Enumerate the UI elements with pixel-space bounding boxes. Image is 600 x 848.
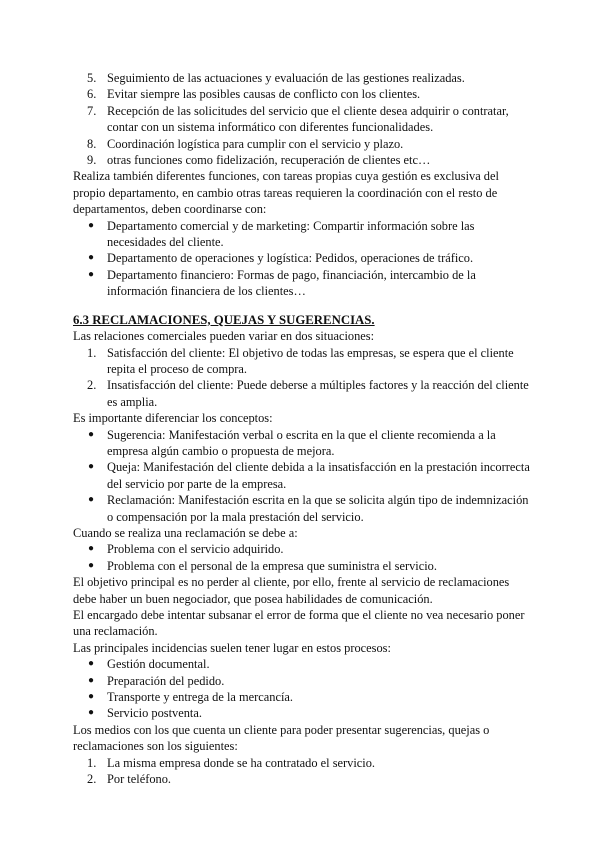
bullet-list-causes <box>73 541 533 574</box>
list-item-text: Queja: Manifestación del cliente debida a la insatisfacción en la prestación incorrecta del servicio por parte de la empresa. <box>107 460 530 491</box>
list-item <box>73 267 533 300</box>
bullet-icon: ● <box>88 219 95 231</box>
list-item-text: Insatisfacción del cliente: Puede deberse a múltiples factores y la reacción del cliente es amplia. <box>107 378 529 409</box>
list-number: 1. <box>87 345 97 360</box>
paragraph-when: Cuando se realiza una reclamación se debe a: <box>73 525 298 540</box>
list-item-text: Satisfacción del cliente: El objetivo de todas las empresas, se espera que el cliente repita el proceso de compra. <box>107 345 514 376</box>
list-item-text: Problema con el personal de la empresa que suministra el servicio. <box>107 558 437 573</box>
numbered-list-situations <box>73 345 533 411</box>
paragraph-manager: El encargado debe intentar subsanar el error de forma que el cliente no vea necesario poner una reclamación. <box>73 608 525 639</box>
paragraph-relations: Las relaciones comerciales pueden variar en dos situaciones: <box>73 329 375 344</box>
list-number: 7. <box>87 103 97 118</box>
list-item <box>73 427 533 460</box>
list-number: 1. <box>87 755 97 770</box>
list-item <box>73 656 533 672</box>
bullet-list-processes <box>73 656 533 722</box>
list-item <box>73 86 533 102</box>
list-number: 9. <box>87 153 97 168</box>
paragraph-incidents: Las principales incidencias suelen tener lugar en estos procesos: <box>73 640 391 655</box>
list-item-text: Recepción de las solicitudes del servicio que el cliente desea adquirir o contratar, contar con un sistema informático con diferentes funcionalidades. <box>107 103 509 135</box>
list-item <box>73 345 533 378</box>
list-item-text: La misma empresa donde se ha contratado el servicio. <box>107 755 376 770</box>
list-item-text: Evitar siempre las posibles causas de conflicto con los clientes. <box>107 87 421 102</box>
bullet-icon: ● <box>88 252 95 264</box>
bullet-icon: ● <box>88 268 95 280</box>
list-number: 8. <box>87 136 97 151</box>
list-item-text: otras funciones como fidelización, recuperación de clientes etc… <box>107 153 431 168</box>
list-item <box>73 492 533 525</box>
paragraph-objective: El objetivo principal es no perder al cliente, por ello, frente al servicio de reclamaciones debe haber un buen negociador, que posea habilidades de comunicación. <box>73 575 510 606</box>
list-item <box>73 218 533 251</box>
list-item <box>73 152 533 168</box>
list-item <box>73 673 533 689</box>
list-item <box>73 558 533 574</box>
paragraph-functions: Realiza también diferentes funciones, con tareas propias cuya gestión es exclusiva del propio departamento, en cambio otras tareas requieren la coordinación con el resto de departamentos, deben coordinarse con: <box>73 169 499 217</box>
bullet-icon: ● <box>88 428 95 440</box>
paragraph-means: Los medios con los que cuenta un cliente para poder presentar sugerencias, quejas o reclamaciones son los siguientes: <box>73 722 490 754</box>
bullet-icon: ● <box>88 658 95 670</box>
bullet-icon: ● <box>88 543 95 555</box>
list-item-text: Coordinación logística para cumplir con el servicio y plazo. <box>107 136 404 151</box>
bullet-list-concepts <box>73 427 533 525</box>
list-item-text: Por teléfono. <box>107 772 172 787</box>
list-item <box>73 136 533 152</box>
list-item-text: Departamento de operaciones y logística: Pedidos, operaciones de tráfico. <box>107 251 474 266</box>
bullet-icon: ● <box>88 707 95 719</box>
numbered-list-means <box>73 755 533 788</box>
list-item <box>73 755 533 771</box>
list-item-text: Sugerencia: Manifestación verbal o escrita en la que el cliente recomienda a la empresa algún cambio o propuesta de mejora. <box>107 427 496 458</box>
list-item <box>73 771 533 787</box>
list-item-text: Gestión documental. <box>107 657 210 672</box>
list-item-text: Preparación del pedido. <box>107 673 225 688</box>
list-item <box>73 103 533 136</box>
list-item-text: Seguimiento de las actuaciones y evaluación de las gestiones realizadas. <box>107 71 465 85</box>
list-item-text: Departamento financiero: Formas de pago, financiación, intercambio de la información financiera de los clientes… <box>107 267 476 299</box>
list-item <box>73 459 533 492</box>
bullet-icon: ● <box>88 691 95 703</box>
list-item-text: Servicio postventa. <box>107 706 202 721</box>
list-number: 2. <box>87 772 97 787</box>
list-number: 6. <box>87 87 97 102</box>
section-title: 6.3 RECLAMACIONES, QUEJAS Y SUGERENCIAS. <box>73 312 375 327</box>
list-item <box>73 689 533 705</box>
bullet-list-departments <box>73 218 533 300</box>
list-number: 5. <box>87 71 97 85</box>
bullet-icon: ● <box>88 559 95 571</box>
paragraph-concepts: Es importante diferenciar los conceptos: <box>73 411 273 426</box>
list-number: 2. <box>87 378 97 393</box>
list-item-text: Departamento comercial y de marketing: Compartir información sobre las necesidades del cliente. <box>107 218 475 250</box>
list-item-text: Problema con el servicio adquirido. <box>107 542 284 557</box>
list-item-text: Reclamación: Manifestación escrita en la que se solicita algún tipo de indemnización o compensación por la mala prestación del servicio. <box>107 493 529 524</box>
list-item <box>73 70 533 86</box>
list-item <box>73 705 533 721</box>
numbered-list-functions <box>73 70 533 168</box>
list-item <box>73 377 533 410</box>
bullet-icon: ● <box>88 494 95 506</box>
bullet-icon: ● <box>88 674 95 686</box>
bullet-icon: ● <box>88 461 95 473</box>
document-body <box>73 70 533 787</box>
list-item <box>73 541 533 557</box>
list-item-text: Transporte y entrega de la mercancía. <box>107 690 294 705</box>
list-item <box>73 250 533 266</box>
